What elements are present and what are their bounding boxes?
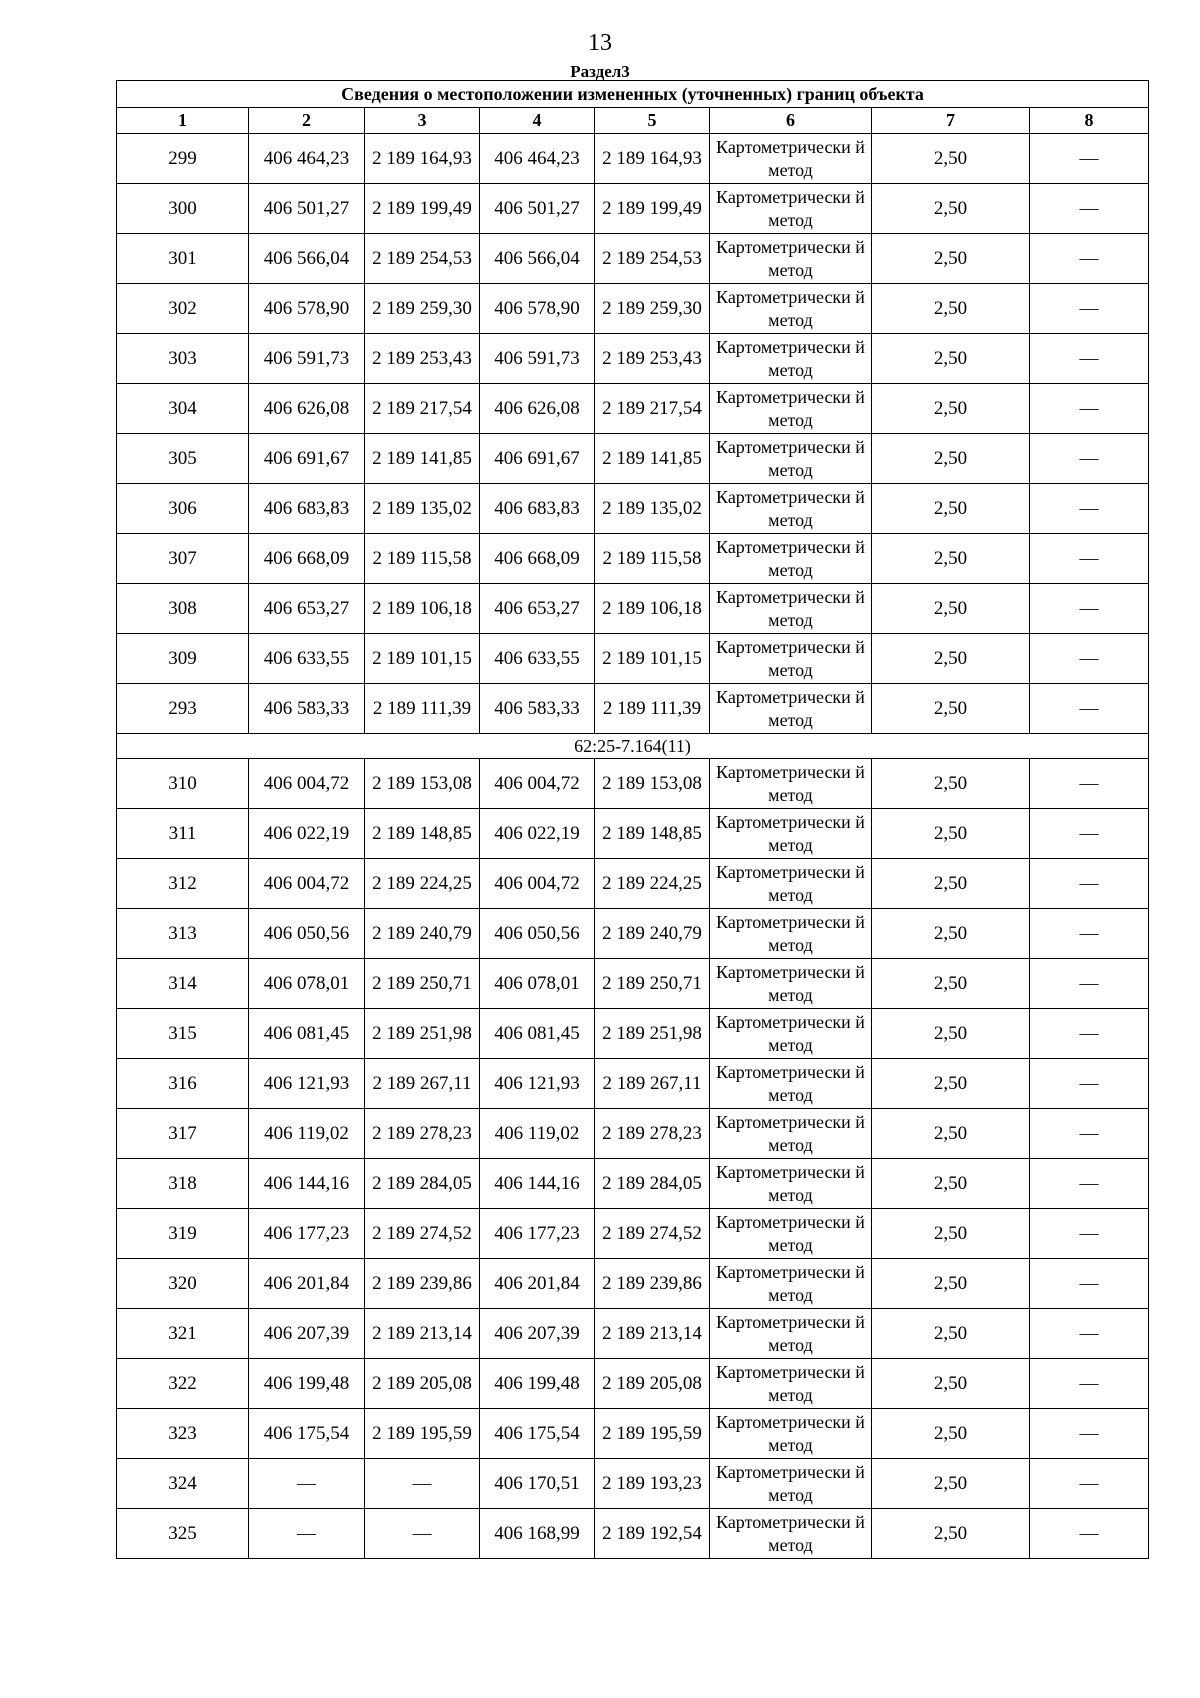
cell-description: — xyxy=(1030,1459,1149,1509)
cell-point-number: 300 xyxy=(117,184,249,234)
table-row xyxy=(117,384,1149,434)
cell-x-new: 406 168,99 xyxy=(480,1509,595,1559)
cell-y-existing: 2 189 195,59 xyxy=(365,1409,480,1459)
cell-x-new: 406 050,56 xyxy=(480,909,595,959)
cell-x-existing: 406 653,27 xyxy=(249,584,365,634)
cell-y-new: 2 189 251,98 xyxy=(595,1009,710,1059)
table-row xyxy=(117,684,1149,734)
cell-x-new: 406 004,72 xyxy=(480,859,595,909)
cell-x-existing: 406 626,08 xyxy=(249,384,365,434)
cell-description: — xyxy=(1030,184,1149,234)
cell-precision: 2,50 xyxy=(872,1309,1030,1359)
cell-y-existing: 2 189 141,85 xyxy=(365,434,480,484)
cell-precision: 2,50 xyxy=(872,384,1030,434)
cell-method: Картометрически й метод xyxy=(710,184,872,234)
cell-method: Картометрически й метод xyxy=(710,759,872,809)
cell-y-new: 2 189 199,49 xyxy=(595,184,710,234)
cell-description: — xyxy=(1030,1309,1149,1359)
cell-point-number: 314 xyxy=(117,959,249,1009)
cell-method: Картометрически й метод xyxy=(710,384,872,434)
cell-point-number: 304 xyxy=(117,384,249,434)
cell-x-existing: 406 591,73 xyxy=(249,334,365,384)
cell-y-existing: 2 189 259,30 xyxy=(365,284,480,334)
cell-x-new: 406 501,27 xyxy=(480,184,595,234)
table-row xyxy=(117,1359,1149,1409)
cell-method: Картометрически й метод xyxy=(710,1159,872,1209)
cell-precision: 2,50 xyxy=(872,959,1030,1009)
cell-x-new: 406 081,45 xyxy=(480,1009,595,1059)
cell-y-new: 2 189 217,54 xyxy=(595,384,710,434)
cell-precision: 2,50 xyxy=(872,234,1030,284)
cell-precision: 2,50 xyxy=(872,684,1030,734)
cell-x-new: 406 199,48 xyxy=(480,1359,595,1409)
cell-description: — xyxy=(1030,1159,1149,1209)
cell-precision: 2,50 xyxy=(872,534,1030,584)
cell-point-number: 324 xyxy=(117,1459,249,1509)
cell-y-new: 2 189 193,23 xyxy=(595,1459,710,1509)
cell-method: Картометрически й метод xyxy=(710,1209,872,1259)
cell-x-existing: — xyxy=(249,1509,365,1559)
cell-point-number: 316 xyxy=(117,1059,249,1109)
cell-x-new: 406 022,19 xyxy=(480,809,595,859)
table-row xyxy=(117,1409,1149,1459)
cell-y-existing: 2 189 135,02 xyxy=(365,484,480,534)
cell-y-new: 2 189 259,30 xyxy=(595,284,710,334)
cell-x-new: 406 591,73 xyxy=(480,334,595,384)
cell-x-new: 406 078,01 xyxy=(480,959,595,1009)
table-row xyxy=(117,184,1149,234)
cell-y-existing: — xyxy=(365,1509,480,1559)
cell-point-number: 320 xyxy=(117,1259,249,1309)
cell-y-existing: 2 189 106,18 xyxy=(365,584,480,634)
cell-description: — xyxy=(1030,859,1149,909)
cell-description: — xyxy=(1030,1059,1149,1109)
cell-y-new: 2 189 253,43 xyxy=(595,334,710,384)
cell-precision: 2,50 xyxy=(872,484,1030,534)
cell-y-new: 2 189 240,79 xyxy=(595,909,710,959)
cell-y-existing: 2 189 205,08 xyxy=(365,1359,480,1409)
cell-point-number: 302 xyxy=(117,284,249,334)
cell-point-number: 305 xyxy=(117,434,249,484)
table-row xyxy=(117,909,1149,959)
cell-precision: 2,50 xyxy=(872,434,1030,484)
cell-method: Картометрически й метод xyxy=(710,1509,872,1559)
cell-y-new: 2 189 101,15 xyxy=(595,634,710,684)
cell-method: Картометрически й метод xyxy=(710,1009,872,1059)
cell-x-existing: 406 177,23 xyxy=(249,1209,365,1259)
cell-precision: 2,50 xyxy=(872,859,1030,909)
cell-precision: 2,50 xyxy=(872,1259,1030,1309)
cell-x-new: 406 119,02 xyxy=(480,1109,595,1159)
cell-description: — xyxy=(1030,384,1149,434)
cell-description: — xyxy=(1030,1359,1149,1409)
cell-precision: 2,50 xyxy=(872,909,1030,959)
cell-description: — xyxy=(1030,584,1149,634)
cell-y-new: 2 189 205,08 xyxy=(595,1359,710,1409)
cell-y-new: 2 189 239,86 xyxy=(595,1259,710,1309)
cell-point-number: 319 xyxy=(117,1209,249,1259)
cell-method: Картометрически й метод xyxy=(710,284,872,334)
cell-point-number: 311 xyxy=(117,809,249,859)
cell-y-new: 2 189 254,53 xyxy=(595,234,710,284)
cell-precision: 2,50 xyxy=(872,134,1030,184)
cell-precision: 2,50 xyxy=(872,1109,1030,1159)
cell-method: Картометрически й метод xyxy=(710,634,872,684)
cell-x-new: 406 004,72 xyxy=(480,759,595,809)
cell-x-existing: 406 578,90 xyxy=(249,284,365,334)
cell-y-existing: 2 189 254,53 xyxy=(365,234,480,284)
cell-x-existing: 406 004,72 xyxy=(249,759,365,809)
table-row xyxy=(117,584,1149,634)
cell-method: Картометрически й метод xyxy=(710,1059,872,1109)
table-row xyxy=(117,1259,1149,1309)
cell-method: Картометрически й метод xyxy=(710,684,872,734)
cell-method: Картометрически й метод xyxy=(710,584,872,634)
cell-y-new: 2 189 224,25 xyxy=(595,859,710,909)
table-row xyxy=(117,759,1149,809)
cell-y-new: 2 189 141,85 xyxy=(595,434,710,484)
table-row xyxy=(117,1109,1149,1159)
cell-method: Картометрически й метод xyxy=(710,1309,872,1359)
cell-precision: 2,50 xyxy=(872,759,1030,809)
cell-x-existing: 406 201,84 xyxy=(249,1259,365,1309)
cell-method: Картометрически й метод xyxy=(710,909,872,959)
cell-x-existing: 406 583,33 xyxy=(249,684,365,734)
cell-point-number: 313 xyxy=(117,909,249,959)
cell-y-existing: 2 189 164,93 xyxy=(365,134,480,184)
cell-description: — xyxy=(1030,234,1149,284)
cell-method: Картометрически й метод xyxy=(710,1109,872,1159)
cell-y-new: 2 189 284,05 xyxy=(595,1159,710,1209)
cell-y-existing: 2 189 240,79 xyxy=(365,909,480,959)
cell-method: Картометрически й метод xyxy=(710,859,872,909)
table-row xyxy=(117,334,1149,384)
cell-precision: 2,50 xyxy=(872,634,1030,684)
cell-description: — xyxy=(1030,284,1149,334)
cell-x-existing: 406 633,55 xyxy=(249,634,365,684)
cell-y-existing: 2 189 199,49 xyxy=(365,184,480,234)
cell-x-existing: 406 050,56 xyxy=(249,909,365,959)
cell-point-number: 323 xyxy=(117,1409,249,1459)
cell-y-existing: 2 189 253,43 xyxy=(365,334,480,384)
cell-point-number: 301 xyxy=(117,234,249,284)
cell-x-existing: 406 175,54 xyxy=(249,1409,365,1459)
cell-x-new: 406 653,27 xyxy=(480,584,595,634)
table-row xyxy=(117,634,1149,684)
cell-x-new: 406 170,51 xyxy=(480,1459,595,1509)
cell-y-new: 2 189 250,71 xyxy=(595,959,710,1009)
column-number: 2 xyxy=(249,108,365,134)
cell-x-new: 406 683,83 xyxy=(480,484,595,534)
cell-description: — xyxy=(1030,1209,1149,1259)
cell-x-existing: 406 668,09 xyxy=(249,534,365,584)
cell-precision: 2,50 xyxy=(872,584,1030,634)
column-number: 7 xyxy=(872,108,1030,134)
cell-description: — xyxy=(1030,684,1149,734)
cell-method: Картометрически й метод xyxy=(710,1409,872,1459)
cell-description: — xyxy=(1030,484,1149,534)
table-row xyxy=(117,1509,1149,1559)
table-row xyxy=(117,484,1149,534)
cell-precision: 2,50 xyxy=(872,1009,1030,1059)
cell-method: Картометрически й метод xyxy=(710,334,872,384)
table-row xyxy=(117,234,1149,284)
cell-y-existing: 2 189 284,05 xyxy=(365,1159,480,1209)
cell-description: — xyxy=(1030,134,1149,184)
cell-point-number: 303 xyxy=(117,334,249,384)
cell-x-existing: 406 081,45 xyxy=(249,1009,365,1059)
cell-y-existing: 2 189 239,86 xyxy=(365,1259,480,1309)
table-row xyxy=(117,534,1149,584)
cell-y-new: 2 189 278,23 xyxy=(595,1109,710,1159)
table-row xyxy=(117,1059,1149,1109)
cell-y-existing: 2 189 111,39 xyxy=(365,684,480,734)
cell-x-existing: 406 119,02 xyxy=(249,1109,365,1159)
cell-x-existing: 406 683,83 xyxy=(249,484,365,534)
table-row xyxy=(117,859,1149,909)
cell-method: Картометрически й метод xyxy=(710,1459,872,1509)
cell-x-new: 406 583,33 xyxy=(480,684,595,734)
cell-method: Картометрически й метод xyxy=(710,434,872,484)
cell-description: — xyxy=(1030,1259,1149,1309)
cell-y-new: 2 189 213,14 xyxy=(595,1309,710,1359)
cell-y-existing: — xyxy=(365,1459,480,1509)
cell-x-existing: 406 501,27 xyxy=(249,184,365,234)
cell-y-new: 2 189 148,85 xyxy=(595,809,710,859)
cell-x-new: 406 207,39 xyxy=(480,1309,595,1359)
cell-x-existing: 406 144,16 xyxy=(249,1159,365,1209)
cell-method: Картометрически й метод xyxy=(710,1359,872,1409)
cell-description: — xyxy=(1030,1509,1149,1559)
cell-x-existing: 406 022,19 xyxy=(249,809,365,859)
cell-x-new: 406 566,04 xyxy=(480,234,595,284)
cell-description: — xyxy=(1030,334,1149,384)
cell-x-new: 406 121,93 xyxy=(480,1059,595,1109)
cell-method: Картометрически й метод xyxy=(710,1259,872,1309)
cell-x-existing: 406 199,48 xyxy=(249,1359,365,1409)
cell-point-number: 308 xyxy=(117,584,249,634)
cell-y-new: 2 189 192,54 xyxy=(595,1509,710,1559)
cell-y-new: 2 189 153,08 xyxy=(595,759,710,809)
cell-x-existing: 406 566,04 xyxy=(249,234,365,284)
cell-y-new: 2 189 135,02 xyxy=(595,484,710,534)
cell-precision: 2,50 xyxy=(872,284,1030,334)
cell-precision: 2,50 xyxy=(872,1509,1030,1559)
cell-method: Картометрически й метод xyxy=(710,534,872,584)
cell-x-new: 406 578,90 xyxy=(480,284,595,334)
table-caption: Сведения о местоположении измененных (уточненных) границ объекта xyxy=(117,81,1149,108)
column-number: 1 xyxy=(117,108,249,134)
cell-x-existing: 406 078,01 xyxy=(249,959,365,1009)
cell-point-number: 325 xyxy=(117,1509,249,1559)
table-row xyxy=(117,959,1149,1009)
column-number-row xyxy=(117,108,1149,134)
cell-x-new: 406 626,08 xyxy=(480,384,595,434)
cell-point-number: 307 xyxy=(117,534,249,584)
cell-x-new: 406 201,84 xyxy=(480,1259,595,1309)
column-number: 4 xyxy=(480,108,595,134)
cell-y-existing: 2 189 101,15 xyxy=(365,634,480,684)
cell-x-existing: 406 464,23 xyxy=(249,134,365,184)
cell-description: — xyxy=(1030,959,1149,1009)
cell-y-existing: 2 189 217,54 xyxy=(365,384,480,434)
cell-description: — xyxy=(1030,634,1149,684)
cell-point-number: 318 xyxy=(117,1159,249,1209)
column-number: 5 xyxy=(595,108,710,134)
cell-x-existing: 406 004,72 xyxy=(249,859,365,909)
cell-precision: 2,50 xyxy=(872,809,1030,859)
cell-point-number: 306 xyxy=(117,484,249,534)
cell-method: Картометрически й метод xyxy=(710,484,872,534)
cell-description: — xyxy=(1030,809,1149,859)
cell-y-existing: 2 189 213,14 xyxy=(365,1309,480,1359)
cell-description: — xyxy=(1030,1409,1149,1459)
cell-x-new: 406 668,09 xyxy=(480,534,595,584)
column-number: 6 xyxy=(710,108,872,134)
page-number: 13 xyxy=(588,30,612,56)
boundary-coordinates-table xyxy=(116,80,1149,1559)
section-title: Раздел3 xyxy=(570,62,630,81)
cell-precision: 2,50 xyxy=(872,1209,1030,1259)
cell-precision: 2,50 xyxy=(872,1159,1030,1209)
group-label: 62:25-7.164(11) xyxy=(117,734,1149,759)
cell-y-existing: 2 189 250,71 xyxy=(365,959,480,1009)
column-number: 3 xyxy=(365,108,480,134)
cell-x-new: 406 633,55 xyxy=(480,634,595,684)
cell-y-new: 2 189 164,93 xyxy=(595,134,710,184)
cell-point-number: 321 xyxy=(117,1309,249,1359)
cell-x-new: 406 177,23 xyxy=(480,1209,595,1259)
cell-description: — xyxy=(1030,1009,1149,1059)
cell-y-new: 2 189 106,18 xyxy=(595,584,710,634)
cell-description: — xyxy=(1030,534,1149,584)
cell-precision: 2,50 xyxy=(872,334,1030,384)
cell-y-existing: 2 189 278,23 xyxy=(365,1109,480,1159)
group-label-row xyxy=(117,734,1149,759)
cell-y-existing: 2 189 224,25 xyxy=(365,859,480,909)
table-row xyxy=(117,284,1149,334)
cell-x-new: 406 691,67 xyxy=(480,434,595,484)
cell-description: — xyxy=(1030,1109,1149,1159)
cell-method: Картометрически й метод xyxy=(710,959,872,1009)
cell-x-new: 406 144,16 xyxy=(480,1159,595,1209)
cell-y-new: 2 189 111,39 xyxy=(595,684,710,734)
cell-method: Картометрически й метод xyxy=(710,134,872,184)
cell-x-existing: — xyxy=(249,1459,365,1509)
cell-x-new: 406 464,23 xyxy=(480,134,595,184)
cell-y-new: 2 189 195,59 xyxy=(595,1409,710,1459)
cell-precision: 2,50 xyxy=(872,1359,1030,1409)
cell-description: — xyxy=(1030,909,1149,959)
table-row xyxy=(117,1309,1149,1359)
cell-point-number: 315 xyxy=(117,1009,249,1059)
cell-precision: 2,50 xyxy=(872,1459,1030,1509)
cell-precision: 2,50 xyxy=(872,184,1030,234)
cell-y-existing: 2 189 274,52 xyxy=(365,1209,480,1259)
cell-description: — xyxy=(1030,434,1149,484)
table-row xyxy=(117,809,1149,859)
cell-y-existing: 2 189 148,85 xyxy=(365,809,480,859)
cell-method: Картометрически й метод xyxy=(710,809,872,859)
cell-y-new: 2 189 274,52 xyxy=(595,1209,710,1259)
cell-y-existing: 2 189 251,98 xyxy=(365,1009,480,1059)
cell-y-existing: 2 189 115,58 xyxy=(365,534,480,584)
cell-y-new: 2 189 115,58 xyxy=(595,534,710,584)
cell-x-existing: 406 207,39 xyxy=(249,1309,365,1359)
cell-x-new: 406 175,54 xyxy=(480,1409,595,1459)
cell-precision: 2,50 xyxy=(872,1409,1030,1459)
cell-point-number: 299 xyxy=(117,134,249,184)
cell-x-existing: 406 121,93 xyxy=(249,1059,365,1109)
cell-method: Картометрически й метод xyxy=(710,234,872,284)
column-number: 8 xyxy=(1030,108,1149,134)
cell-point-number: 309 xyxy=(117,634,249,684)
table-header xyxy=(117,81,1149,134)
cell-point-number: 312 xyxy=(117,859,249,909)
table-row xyxy=(117,1209,1149,1259)
table-row xyxy=(117,1459,1149,1509)
cell-y-existing: 2 189 153,08 xyxy=(365,759,480,809)
cell-x-existing: 406 691,67 xyxy=(249,434,365,484)
cell-point-number: 310 xyxy=(117,759,249,809)
cell-point-number: 322 xyxy=(117,1359,249,1409)
table-row xyxy=(117,1009,1149,1059)
cell-y-new: 2 189 267,11 xyxy=(595,1059,710,1109)
cell-description: — xyxy=(1030,759,1149,809)
table-row xyxy=(117,434,1149,484)
table-row xyxy=(117,134,1149,184)
cell-precision: 2,50 xyxy=(872,1059,1030,1109)
cell-point-number: 317 xyxy=(117,1109,249,1159)
cell-y-existing: 2 189 267,11 xyxy=(365,1059,480,1109)
cell-point-number: 293 xyxy=(117,684,249,734)
table-row xyxy=(117,1159,1149,1209)
table-body xyxy=(117,134,1149,1559)
